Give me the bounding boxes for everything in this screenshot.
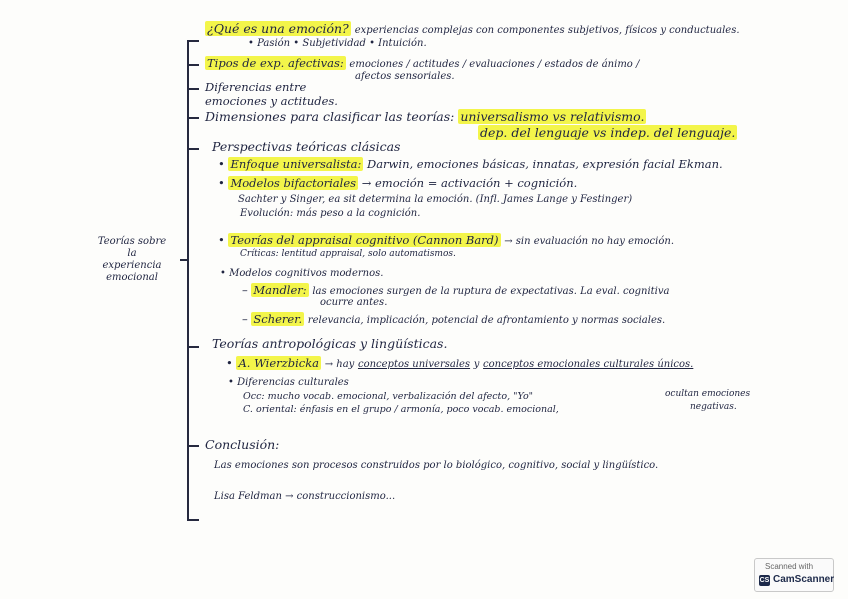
- concl-text: Las emociones son procesos construidos por lo biológico, cognitivo, social y lingüístico.: [214, 460, 659, 471]
- scanned-with-label: Scanned with: [765, 562, 814, 571]
- side-title-line-2: experiencia: [102, 260, 162, 271]
- dim-hl-2-line: [478, 125, 737, 140]
- enfoque-label: Enfoque universalista:: [230, 157, 362, 171]
- enfoque-text: Darwin, emociones básicas, innatas, expresión facial Ekman.: [366, 157, 723, 171]
- appraisal-line: • Teorías del appraisal cognitivo (Cannon Bard) → sin evaluación no hay emoción.: [218, 233, 674, 247]
- dim-hl-1: universalismo vs relativismo.: [460, 109, 645, 124]
- tipos-line: [205, 56, 639, 70]
- q-emotion-line: [205, 21, 740, 36]
- bracket-top: [187, 40, 199, 42]
- concl-title: Conclusión:: [205, 437, 280, 452]
- q-emotion-sub: • Pasión • Subjetividad • Intuición.: [248, 38, 427, 49]
- enfoque-line: • Enfoque universalista: Darwin, emociones básicas, innatas, expresión facial Ekman.: [218, 157, 723, 171]
- wierz-ul-1: conceptos universales: [357, 359, 471, 370]
- side-title-line-3: emocional: [106, 272, 158, 283]
- scherer-text: relevancia, implicación, potencial de afrontamiento y normas sociales.: [307, 315, 666, 326]
- wierz-line: • A. Wierzbicka → hay conceptos universales y conceptos emocionales culturales únicos.: [226, 356, 694, 370]
- tipos-text-2: afectos sensoriales.: [355, 71, 455, 82]
- occ-line: Occ: mucho vocab. emocional, verbalización del afecto, "Yo": [243, 391, 534, 402]
- ocultan-2: negativas.: [690, 402, 737, 412]
- ocultan-1: ocultan emociones: [665, 389, 751, 399]
- criticas-line: Críticas: lentitud appraisal, solo automatismos.: [240, 249, 456, 259]
- mandler-line: – Mandler: las emociones surgen de la ruptura de expectativas. La eval. cognitiva: [242, 283, 670, 297]
- wierz-text-b: y: [473, 359, 480, 370]
- camscanner-label: CamScanner: [773, 574, 835, 585]
- bifac-text: → emoción = activación + cognición.: [361, 176, 578, 190]
- tick-dimensiones: [189, 117, 199, 119]
- bifac-line: • Modelos bifactoriales → emoción = activación + cognición.: [218, 176, 578, 190]
- dif-cult-line: • Diferencias culturales: [228, 377, 349, 388]
- dim-label: Dimensiones para clasificar las teorías:: [205, 109, 455, 124]
- dif-line-2: emociones y actitudes.: [205, 94, 338, 108]
- mandler-text-2: ocurre antes.: [320, 297, 388, 308]
- dim-line: [205, 109, 646, 124]
- persp-title: Perspectivas teóricas clásicas: [212, 139, 401, 154]
- main-bracket: [187, 40, 189, 520]
- tick-perspectivas: [189, 148, 199, 150]
- appraisal-label: Teorías del appraisal cognitivo (Cannon Bard): [230, 233, 499, 247]
- mandler-label: Mandler:: [253, 283, 307, 297]
- tick-conclusion: [189, 445, 199, 447]
- q-emotion-def: experiencias complejas con componentes subjetivos, físicos y conductuales.: [354, 25, 740, 36]
- bracket-bottom: [187, 519, 199, 521]
- modelos-mod-line: • Modelos cognitivos modernos.: [220, 268, 384, 279]
- wierz-ul-2: conceptos emocionales culturales únicos.: [483, 359, 694, 370]
- side-title: [92, 236, 172, 284]
- dif-line-1: Diferencias entre: [205, 80, 307, 94]
- orient-line: C. oriental: énfasis en el grupo / armonía, poco vocab. emocional,: [243, 404, 559, 415]
- appraisal-text: → sin evaluación no hay emoción.: [504, 236, 674, 247]
- wierz-text-a: → hay: [324, 359, 355, 370]
- side-title-line-1: Teorías sobre la: [97, 236, 167, 259]
- tick-tipos: [189, 64, 199, 66]
- tipos-text-1: emociones / actitudes / evaluaciones / estados de ánimo /: [349, 59, 640, 70]
- barrett-line: Lisa Feldman → construccionismo...: [214, 491, 396, 502]
- evolucion-line: Evolución: más peso a la cognición.: [240, 208, 421, 219]
- tipos-label: Tipos de exp. afectivas:: [207, 56, 344, 70]
- bifac-label: Modelos bifactoriales: [230, 176, 357, 190]
- antro-title: Teorías antropológicas y lingüísticas.: [212, 336, 448, 351]
- wierz-label: A. Wierzbicka: [238, 356, 320, 370]
- q-emotion-label: ¿Qué es una emoción?: [207, 21, 349, 36]
- scherer-label: Scherer.: [253, 312, 303, 326]
- scherer-line: – Scherer. relevancia, implicación, potencial de afrontamiento y normas sociales.: [242, 312, 666, 326]
- tick-antropologicas: [189, 346, 199, 348]
- tick-diferencias: [189, 88, 199, 90]
- camscanner-badge: [754, 558, 834, 592]
- mandler-text-1: las emociones surgen de la ruptura de expectativas. La eval. cognitiva: [312, 286, 670, 297]
- dim-hl-2: dep. del lenguaje vs indep. del lenguaje.: [480, 125, 736, 140]
- sachter-line: Sachter y Singer, ea sit determina la emoción. (Infl. James Lange y Festinger): [238, 194, 633, 205]
- camscanner-logo-icon: CS: [759, 577, 770, 584]
